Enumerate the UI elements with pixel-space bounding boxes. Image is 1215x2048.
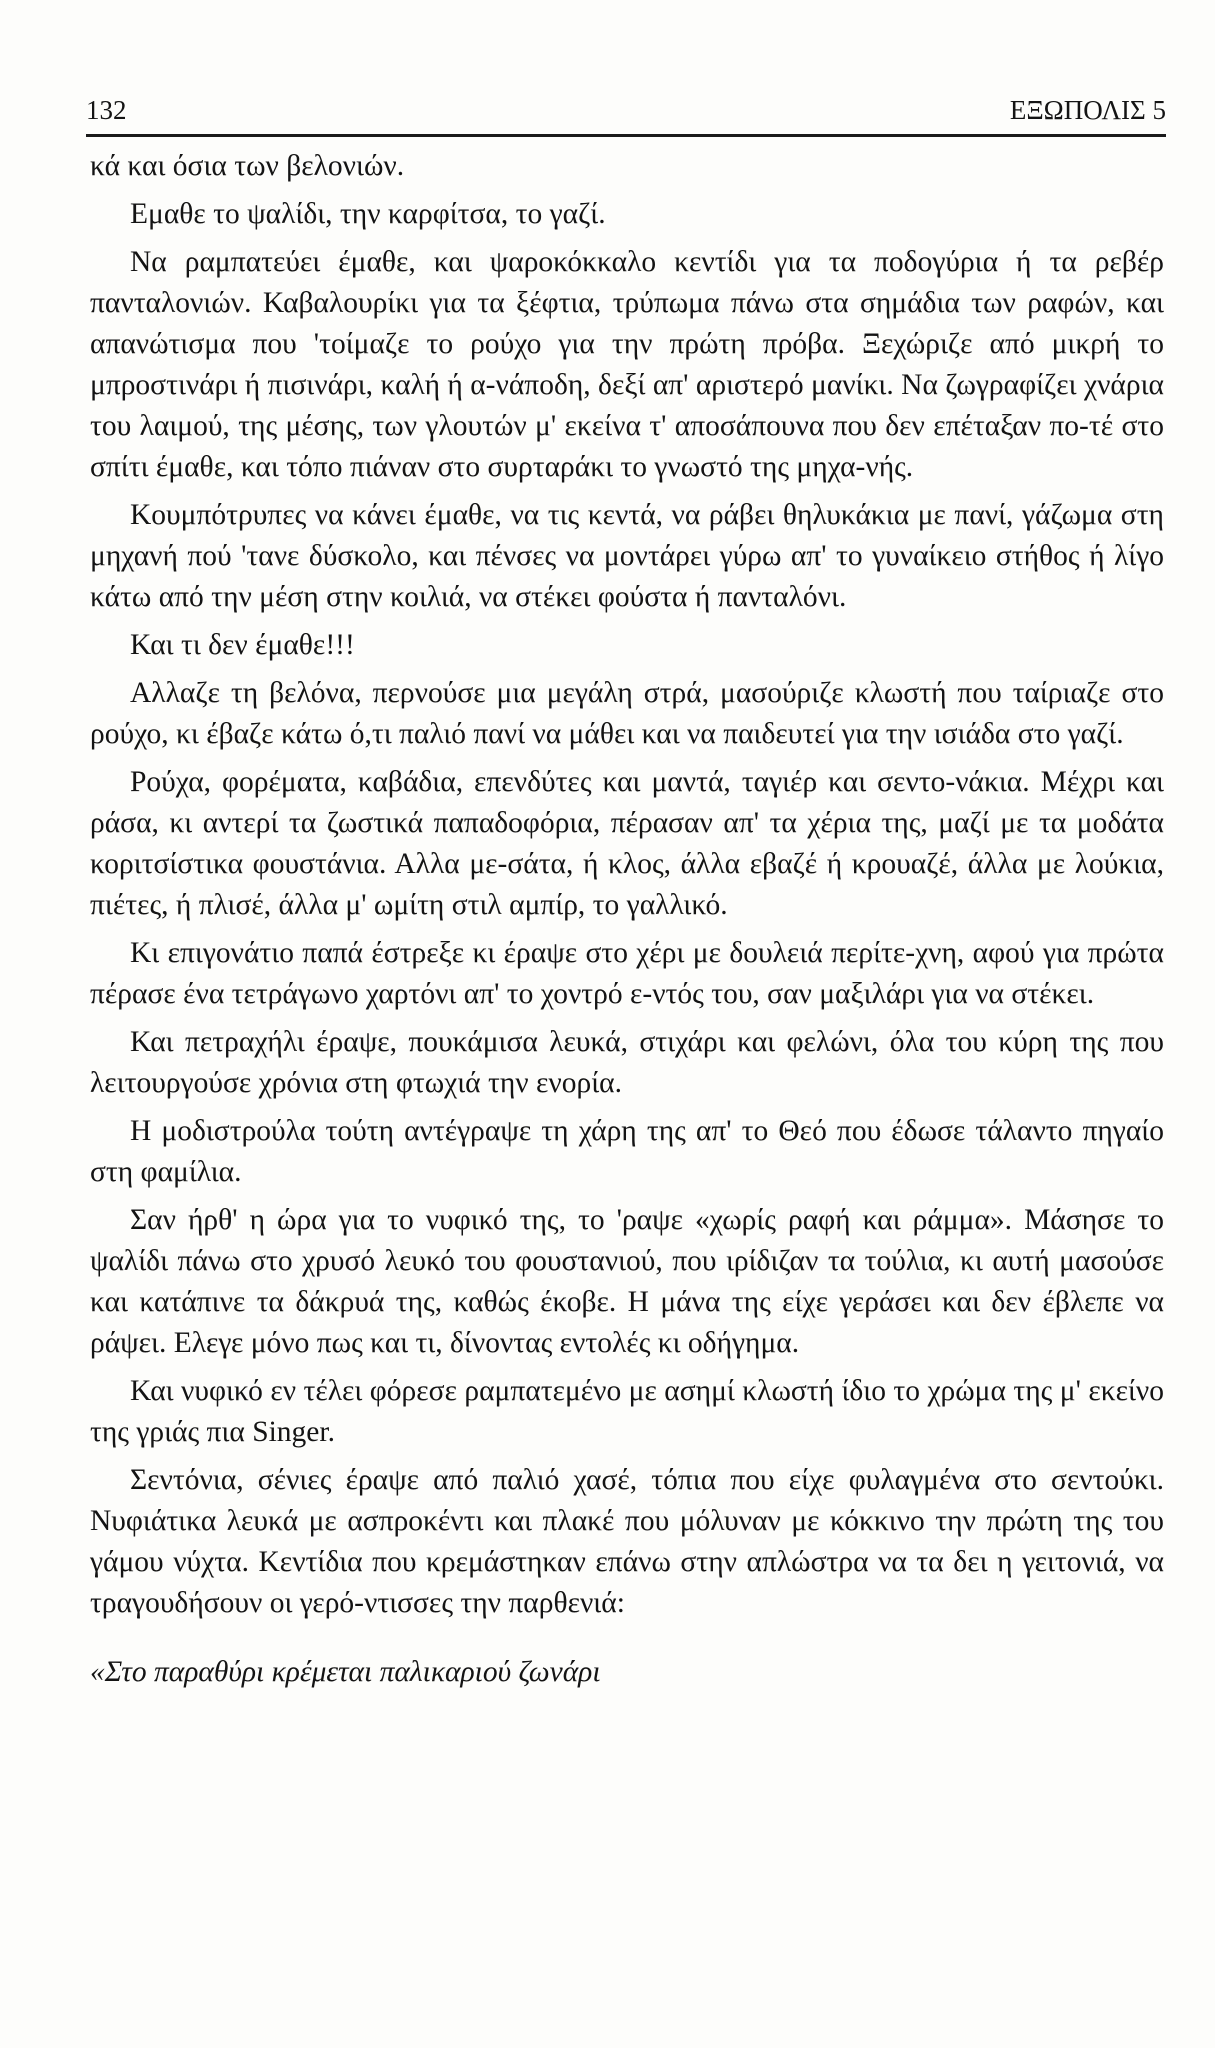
paragraph: Και πετραχήλι έραψε, πουκάμισα λευκά, στιχάρι και φελώνι, όλα του κύρη της που λειτουργούσε χρόνια στη φτωχιά την ενορία. <box>90 1026 1164 1099</box>
paragraph: κά και όσια των βελονιών. <box>90 150 405 182</box>
paragraph: Αλλαζε τη βελόνα, περνούσε μια μεγάλη στρά, μασούριζε κλωστή που ταίριαζε στο ρούχο, κι έβαζε κάτω ό,τι παλιό πανί να μάθει και να παιδευτεί για την ισιάδα στο γαζί. <box>90 677 1164 750</box>
verse-quote: «Στο παραθύρι κρέμεται παλικαριού ζωνάρι <box>90 1656 601 1688</box>
paragraph: Κουμπότρυπες να κάνει έμαθε, να τις κεντά, να ράβει θηλυκάκια με πανί, γάζωμα στη μηχανή πού 'τανε δύσκολο, και πένσες να μοντάρει γύρω απ' το γυναίκειο στήθος ή λίγο κάτω από την μέση στην κοιλιά, να στέκει φούστα ή πανταλόνι. <box>90 499 1164 613</box>
body-text <box>90 146 1164 1700</box>
paragraph: Ρούχα, φορέματα, καβάδια, επενδύτες και μαντά, ταγιέρ και σεντο-νάκια. Μέχρι και ράσα, κι αντερί τα ζωστικά παπαδοφόρια, πέρασαν απ' τα χέρια της, μαζί με τα μοδάτα κοριτσίστικα φουστάνια. Αλλα με-σάτα, ή κλος, άλλα εβαζέ ή κρουαζέ, άλλα με λούκια, πιέτες, ή πλισέ, άλλα μ' ωμίτη στιλ αμπίρ, το γαλλικό. <box>90 766 1164 921</box>
paragraph: Κι επιγονάτιο παπά έστρεξε κι έραψε στο χέρι με δουλειά περίτε-χνη, αφού για πρώτα πέρασε ένα τετράγωνο χαρτόνι απ' το χοντρό ε-ντός του, σαν μαξιλάρι για να στέκει. <box>90 937 1164 1010</box>
page-header <box>86 90 1166 130</box>
paragraph: Εμαθε το ψαλίδι, την καρφίτσα, το γαζί. <box>130 198 606 230</box>
paragraph: Σεντόνια, σένιες έραψε από παλιό χασέ, τόπια που είχε φυλαγμένα στο σεντούκι. Νυφιάτικα λευκά με ασπροκέντι και πλακέ που μόλυναν με κόκκινο την πρώτη της του γάμου νύχτα. Κεντίδια που κρεμάστηκαν επάνω στην απλώστρα να τα δει η γειτονιά, να τραγουδήσουν οι γερό-ντισσες την παρθενιά: <box>90 1464 1164 1619</box>
paragraph: Και νυφικό εν τέλει φόρεσε ραμπατεμένο με ασημί κλωστή ίδιο το χρώμα της μ' εκείνο της γριάς πια Singer. <box>90 1375 1164 1448</box>
page-number: 132 <box>86 95 127 125</box>
running-title: ΕΞΩΠΟΛΙΣ 5 <box>1009 95 1166 125</box>
header-rule <box>86 134 1166 137</box>
paragraph: Σαν ήρθ' η ώρα για το νυφικό της, το 'ραψε «χωρίς ραφή και ράμμα». Μάσησε το ψαλίδι πάνω στο χρυσό λευκό του φουστανιού, που ιρίδιζαν τα τούλια, κι αυτή μασούσε και κατάπινε τα δάκρυά της, καθώς έκοβε. Η μάνα της είχε γεράσει και δεν έβλεπε να ράψει. Ελεγε μόνο πως και τι, δίνοντας εντολές κι οδήγημα. <box>90 1204 1164 1359</box>
paragraph: Να ραμπατεύει έμαθε, και ψαροκόκκαλο κεντίδι για τα ποδογύρια ή τα ρεβέρ πανταλονιών. Καβαλουρίκι για τα ξέφτια, τρύπωμα πάνω στα σημάδια των ραφών, και απανώτισμα που 'τοίμαζε το ρούχο για την πρώτη πρόβα. Ξεχώριζε από μικρή το μπροστινάρι ή πισινάρι, καλή ή α-νάποδη, δεξί απ' αριστερό μανίκι. Να ζωγραφίζει χνάρια του λαιμού, της μέσης, των γλουτών μ' εκείνα τ' αποσάπουνα που δεν επέταξαν πο-τέ στο σπίτι έμαθε, και τόπο πιάναν στο συρταράκι το γνωστό της μηχα-νής. <box>90 246 1164 483</box>
paragraph: Η μοδιστρούλα τούτη αντέγραψε τη χάρη της απ' το Θεό που έδωσε τάλαντο πηγαίο στη φαμίλια. <box>90 1115 1164 1188</box>
paragraph: Και τι δεν έμαθε!!! <box>130 629 355 661</box>
